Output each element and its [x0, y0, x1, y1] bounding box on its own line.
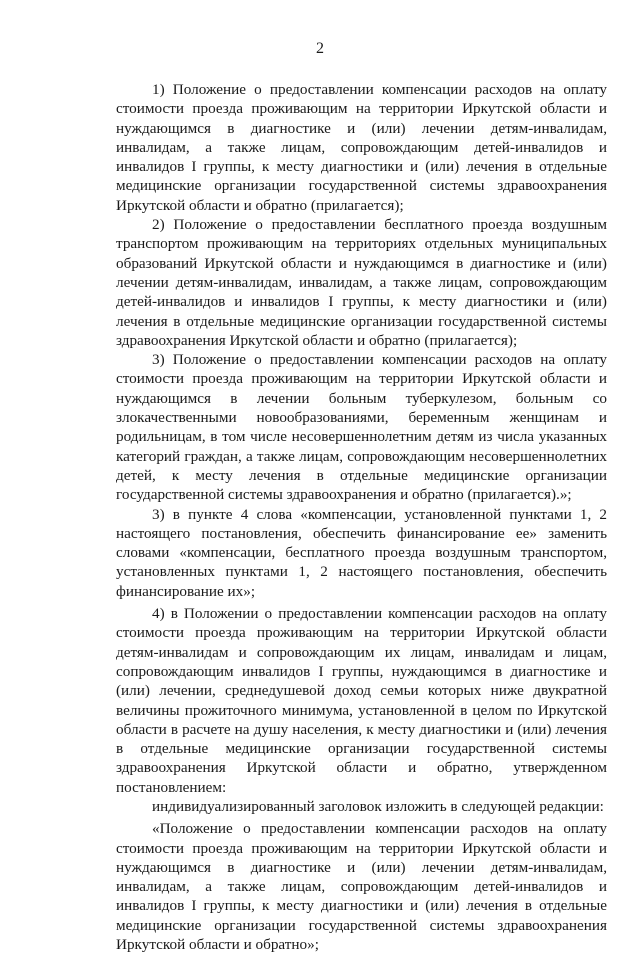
- page-number: 2: [316, 40, 324, 57]
- paragraph-item-3: 3) Положение о предоставлении компенсации расходов на оплату стоимости проезда проживающим на территории Иркутской области и нуждающимся в лечении больным туберкулезом, больным со злокачественными новообразованиями, беременным женщинам и родильницам, в том числе несовершеннолетним детям из числа указанных категорий граждан, а также лицам, сопровождающим несовершеннолетних детей, к месту лечения в отдельные медицинские организации государственной системы здравоохранения и обратно (прилагается).»;: [116, 351, 607, 504]
- paragraph-new-heading: «Положение о предоставлении компенсации расходов на оплату стоимости проезда проживающим на территории Иркутской области и нуждающимся в диагностике и (или) лечении детям-инвалидам, инвалидам, а также лицам, сопровождающим детей-инвалидов и инвалидов I группы, к месту диагностики и (или) лечения в отдельные медицинские организации государственной системы здравоохранения Иркутской области и обратно»;: [116, 820, 607, 954]
- paragraph-amendment-3: 3) в пункте 4 слова «компенсации, установленной пунктами 1, 2 настоящего постановления, обеспечить финансирование ее» заменить словами «компенсации, бесплатного проезда воздушным транспортом, установленных пунктами 1, 2 настоящего постановления, обеспечить финансирование их»;: [116, 505, 607, 600]
- document-body: [116, 80, 607, 954]
- paragraph-item-2: 2) Положение о предоставлении бесплатного проезда воздушным транспортом проживающим на территориях отдельных муниципальных образований Иркутской области и нуждающимся в диагностике и (или) лечении детям-инвалидам, инвалидам, а также лицам, сопровождающим детей-инвалидов и инвалидов I группы, к месту диагностики и (или) лечения в отдельные медицинские организации государственной системы здравоохранения Иркутской области и обратно (прилагается);: [116, 216, 607, 349]
- paragraph-heading-instruction: индивидуализированный заголовок изложить в следующей редакции:: [152, 797, 604, 815]
- paragraph-item-1: 1) Положение о предоставлении компенсации расходов на оплату стоимости проезда проживающим на территории Иркутской области и нуждающимся в диагностике и (или) лечении детям-инвалидам, инвалидам, а также лицам, сопровождающим детей-инвалидов и инвалидов I группы, к месту диагностики и (или) лечения в отдельные медицинские организации государственной системы здравоохранения Иркутской области и обратно (прилагается);: [116, 81, 607, 214]
- paragraph-amendment-4: 4) в Положении о предоставлении компенсации расходов на оплату стоимости проезда проживающим на территории Иркутской области детям-инвалидам и сопровождающим их лицам, инвалидам и лицам, сопровождающим инвалидов I группы, нуждающимся в диагностике и (или) лечении, среднедушевой доход семьи которых ниже двукратной величины прожиточного минимума, установленной в целом по Иркутской области в расчете на душу населения, к месту диагностики и (или) лечения в отдельные медицинские организации государственной системы здравоохранения Иркутской области и обратно, утвержденном постановлением:: [116, 605, 607, 796]
